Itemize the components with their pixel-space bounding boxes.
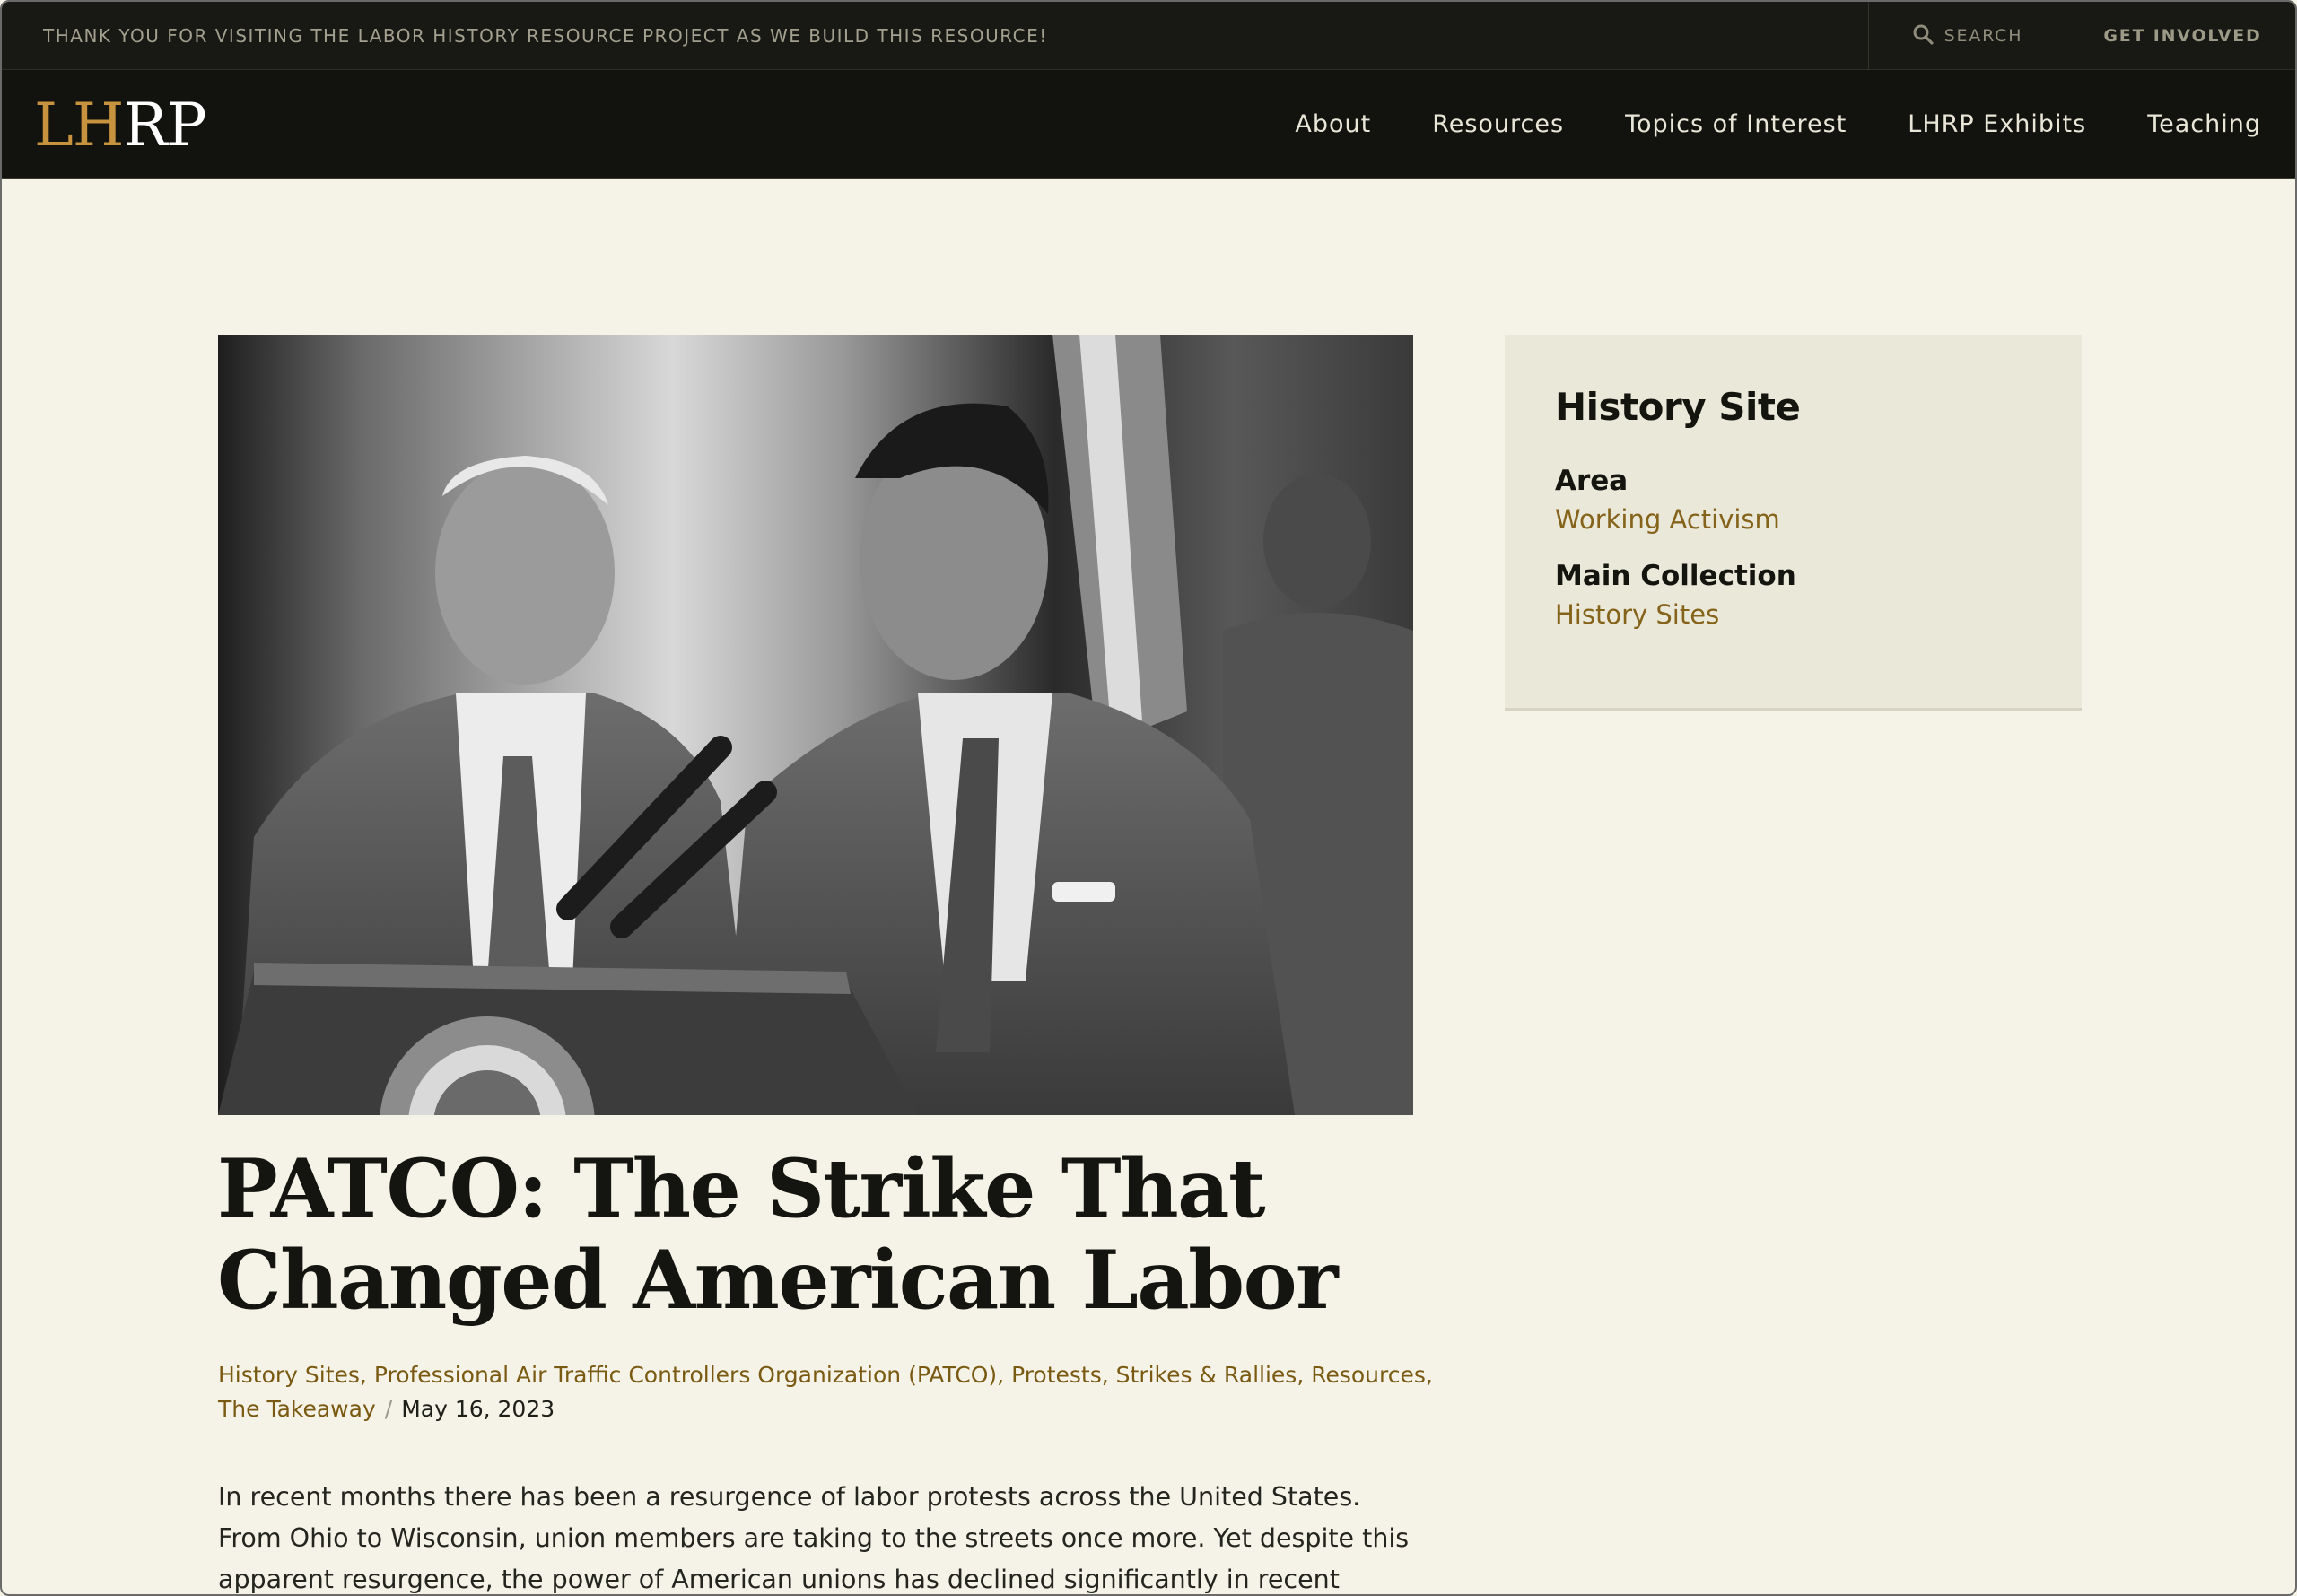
area-label: Area <box>1555 465 1629 497</box>
search-icon <box>1912 23 1934 49</box>
article-meta: History Sites, Professional Air Traffic Controllers Organization (PATCO), Protests, Strikes & Rallies, Resources, The Takeaway / May 16, 2023 <box>218 1362 1433 1422</box>
article-intro: In recent months there has been a resurgence of labor protests across the United States. From Ohio to Wisconsin, union members are taking to the streets once more. Yet despite this apparent resurgence, the power of American unions has declined significantly in recent <box>218 1482 1410 1594</box>
nav-item-topics-of-interest[interactable]: Topics of Interest <box>1625 109 1847 138</box>
history-site-card <box>1505 335 2082 711</box>
card-heading: History Site <box>1555 385 1801 429</box>
logo-part-rp: RP <box>123 91 206 160</box>
meta-separator: / <box>384 1396 393 1422</box>
logo-part-lh: LH <box>34 91 124 160</box>
category-link-patco[interactable]: Professional Air Traffic Controllers Organization (PATCO) <box>373 1362 998 1388</box>
nav-item-about[interactable]: About <box>1295 109 1372 138</box>
get-involved-button[interactable]: GET INVOLVED <box>2103 26 2262 46</box>
nav-item-resources[interactable]: Resources <box>1432 109 1565 138</box>
search-button[interactable] <box>1868 2 2066 70</box>
announcement-text: THANK YOU FOR VISITING THE LABOR HISTORY RESOURCE PROJECT AS WE BUILD THIS RESOURCE! <box>43 25 1048 47</box>
announcement-bar <box>2 2 2295 70</box>
article-date: May 16, 2023 <box>401 1396 555 1422</box>
area-link[interactable]: Working Activism <box>1555 504 1780 535</box>
nav-item-teaching[interactable]: Teaching <box>2147 109 2261 138</box>
nav-item-lhrp-exhibits[interactable]: LHRP Exhibits <box>1908 109 2087 138</box>
main-collection-link[interactable]: History Sites <box>1555 599 1720 630</box>
site-logo[interactable] <box>34 92 206 160</box>
category-link-resources[interactable]: Resources <box>1311 1362 1426 1388</box>
nav-links <box>1295 70 2261 178</box>
featured-photo <box>218 335 1413 1115</box>
article-title: PATCO: The Strike That Changed American Labor <box>217 1141 1338 1328</box>
category-link-protests-strikes-rallies[interactable]: Protests, Strikes & Rallies <box>1011 1362 1297 1388</box>
main-navigation <box>2 70 2295 179</box>
main-collection-label: Main Collection <box>1555 560 1796 592</box>
search-label: SEARCH <box>1943 26 2023 46</box>
category-link-the-takeaway[interactable]: The Takeaway <box>218 1396 376 1422</box>
category-link-history-sites[interactable]: History Sites <box>218 1362 360 1388</box>
